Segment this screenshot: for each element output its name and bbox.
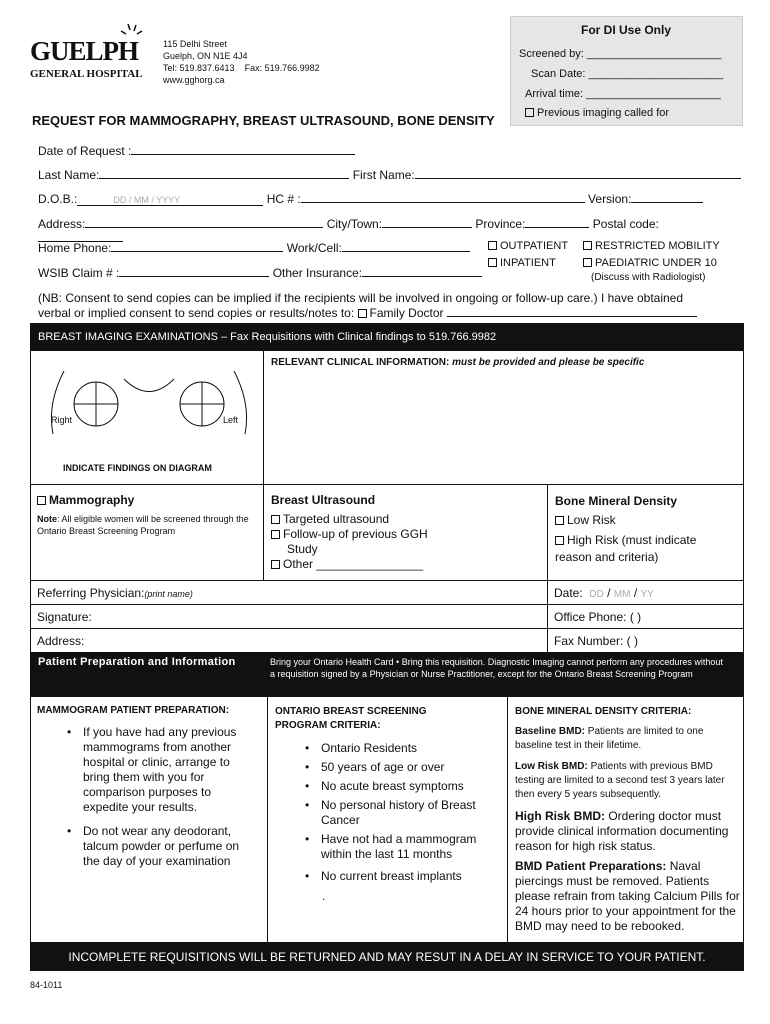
obsp-item: • Have not had a mammogram within the last 11 months [321,832,501,862]
website[interactable]: www.gghorg.ca [163,75,225,85]
family-doctor-checkbox[interactable] [358,309,367,318]
physician-address-label[interactable]: Address: [37,634,85,648]
mammo-prep-title: MAMMOGRAM PATIENT PREPARATION: [37,705,230,716]
last-name-input[interactable] [99,178,349,179]
fax: Fax: 519.766.9982 [244,63,320,73]
bmd-title: Bone Mineral Density [555,494,678,508]
fax-number[interactable]: Fax Number: ( ) [554,634,639,648]
high-risk-checkbox[interactable] [555,536,564,545]
physician-label: Referring Physician: [37,586,145,600]
high-risk-reason: reason and criteria) [555,550,659,564]
previous-checkbox[interactable] [525,108,534,117]
date-request-input[interactable] [131,154,355,155]
street: 115 Delhi Street [163,39,227,49]
previous-label: Previous imaging called for [537,107,670,119]
signature-label[interactable]: Signature: [37,610,92,624]
followup-label: Follow-up of previous GGH [283,527,428,541]
obsp-item: • Ontario Residents [321,741,501,756]
outpatient-checkbox[interactable] [488,241,497,250]
other-insurance-input[interactable] [362,276,482,277]
mammography-checkbox[interactable] [37,496,46,505]
mammography-title: Mammography [49,493,135,507]
inpatient-checkbox[interactable] [488,258,497,267]
arrival-time[interactable]: Arrival time: ______________________ [525,88,721,100]
targeted-checkbox[interactable] [271,515,280,524]
other-checkbox[interactable] [271,560,280,569]
bmd-criteria-title: BONE MINERAL DENSITY CRITERIA: [515,706,692,717]
phone-row [38,241,470,255]
consent-line1: (NB: Consent to send copies can be implied if the recipients will be involved in ongoing or follow-up care.) I have obtained [38,291,684,305]
postal-label: Postal code: [592,217,659,231]
breast-diagram[interactable] [39,359,259,459]
print-name-hint: (print name) [144,589,193,599]
other-insurance-label: Other Insurance: [272,266,363,280]
consent-line2: verbal or implied consent to send copies or results/notes to: [38,306,355,320]
other-label[interactable]: Other ________________ [283,557,424,571]
mammo-prep-item: • Do not wear any deodorant, talcum powder or perfume on the day of your examination [83,824,258,869]
restricted-label: RESTRICTED MOBILITY [595,240,720,252]
diagram-section [30,351,744,485]
breast-imaging-text: BREAST IMAGING EXAMINATIONS – Fax Requisitions with Clinical findings to 519.766.9982 [38,331,497,343]
office-phone[interactable]: Office Phone: ( ) [554,610,642,624]
last-name-label: Last Name: [38,168,100,182]
di-use-box [510,16,743,126]
dob-input[interactable]: DD / MM / YYYY [77,195,263,206]
home-phone-input[interactable] [111,251,283,252]
diagram-caption: INDICATE FINDINGS ON DIAGRAM [63,463,212,473]
date-request-label: Date of Request : [38,144,132,158]
scan-date[interactable]: Scan Date: ______________________ [531,68,724,80]
city-input[interactable] [382,227,472,228]
clinical-label: RELEVANT CLINICAL INFORMATION: [271,357,450,368]
city: Guelph, ON N1E 4J4 [163,51,248,61]
obsp-item: • 50 years of age or over [321,760,501,775]
breast-imaging-bar [30,323,744,351]
restricted-checkbox[interactable] [583,241,592,250]
first-name-input[interactable] [415,178,741,179]
obsp-item: • No acute breast symptoms [321,779,501,794]
obsp-dot: . [322,889,326,903]
obsp-item: • No current breast implants [321,869,501,884]
date-request-row [38,144,355,158]
right-label: Right [51,415,73,425]
tel: Tel: 519.837.6413 [163,63,235,73]
form-number: 84-1011 [30,980,63,990]
low-risk-label: Low Risk [567,513,616,527]
bmd-criteria: BONE MINERAL DENSITY CRITERIA: Baseline BMD: Patients are limited to one baseline test in their lifetime. Low Risk BMD: Patients with previous BMD testing are limited to a second test 3 years later then every 5 years subsequently. High Risk BMD: Ordering doctor must provide clinical information documenting reason for high risk status. BMD Patient Preparations: Naval piercings must be removed. Patients please refrain from taking Calcium Pills for 24 hours prior to your appointment for the BMD may need to be rebooked. [515,706,740,933]
mammo-prep-item: • If you have had any previous mammograms from another hospital or clinic, arrange to bring them with you for comparison purposes to expedite your results. [83,725,258,815]
clinical-note: must be provided and please be specific [452,357,645,368]
obsp-item: • No personal history of Breast Cancer [321,798,501,828]
address-label: Address: [38,217,86,231]
targeted-label: Targeted ultrasound [283,512,390,526]
version-input[interactable] [631,202,703,203]
dob-label: D.O.B.: [38,192,78,206]
physician-section: Referring Physician:(print name) Signature: Address: Date: DD / MM / YY Office Phone: ( ) Fax Number: ( ) [30,581,744,653]
mammo-note: Note: All eligible women will be screened through the Ontario Breast Screening Program [37,514,249,536]
prep-text: Bring your Ontario Health Card • Bring this requisition. Diagnostic Imaging cannot perform any procedures without a requisition signed by a Physician or Nurse Practitioner, except for the Ontario Breast Screening Program [270,657,723,679]
province-label: Province: [475,217,526,231]
clinical-info-input[interactable] [271,375,739,479]
logo-word: GUELPH [30,36,139,66]
ultrasound-title: Breast Ultrasound [271,493,376,507]
address-input[interactable] [85,227,323,228]
followup-checkbox[interactable] [271,530,280,539]
home-phone-label: Home Phone: [38,241,112,255]
followup-study: Study [287,542,318,556]
outpatient-label: OUTPATIENT [500,240,569,252]
form-title: REQUEST FOR MAMMOGRAPHY, BREAST ULTRASOUND, BONE DENSITY [32,113,495,128]
mobility-group [583,238,720,283]
consent-block [38,291,748,321]
obsp-title: ONTARIO BREAST SCREENING PROGRAM CRITERIA: [275,706,427,731]
name-row [38,168,741,182]
low-risk-checkbox[interactable] [555,516,564,525]
family-doctor-input[interactable] [447,316,697,317]
work-input[interactable] [342,251,470,252]
wsib-row [38,266,482,280]
prep-bar [30,653,744,697]
first-name-label: First Name: [352,168,415,182]
version-label: Version: [588,192,632,206]
exam-options [30,485,744,581]
left-label: Left [223,415,239,425]
family-doctor-label: Family Doctor [369,306,444,320]
wsib-input[interactable] [119,276,269,277]
hospital-logo [30,24,150,84]
wsib-label: WSIB Claim # : [38,266,120,280]
hc-input[interactable] [301,202,585,203]
paediatric-checkbox[interactable] [583,258,592,267]
discuss-note: (Discuss with Radiologist) [591,272,706,283]
inpatient-label: INPATIENT [500,257,556,269]
screened-by[interactable]: Screened by: ______________________ [519,48,722,60]
work-label: Work/Cell: [286,241,342,255]
footer-text: INCOMPLETE REQUISITIONS WILL BE RETURNED AND MAY RESUT IN A DELAY IN SERVICE TO YOUR PATIENT. [68,950,706,964]
date-label: Date: [554,586,583,600]
di-title: For DI Use Only [581,23,672,37]
hospital-address [163,38,320,86]
prep-label: Patient Preparation and Information [38,656,236,668]
footer-bar [30,943,744,971]
logo-sub: GENERAL HOSPITAL [30,68,143,80]
patient-type-group [488,238,568,272]
city-label: City/Town: [326,217,383,231]
hc-label: HC # : [266,192,301,206]
dob-row [38,192,743,206]
province-input[interactable] [525,227,589,228]
paediatric-label: PAEDIATRIC UNDER 10 [595,257,717,269]
high-risk-label: High Risk (must indicate [567,533,697,547]
criteria-section [30,697,744,943]
